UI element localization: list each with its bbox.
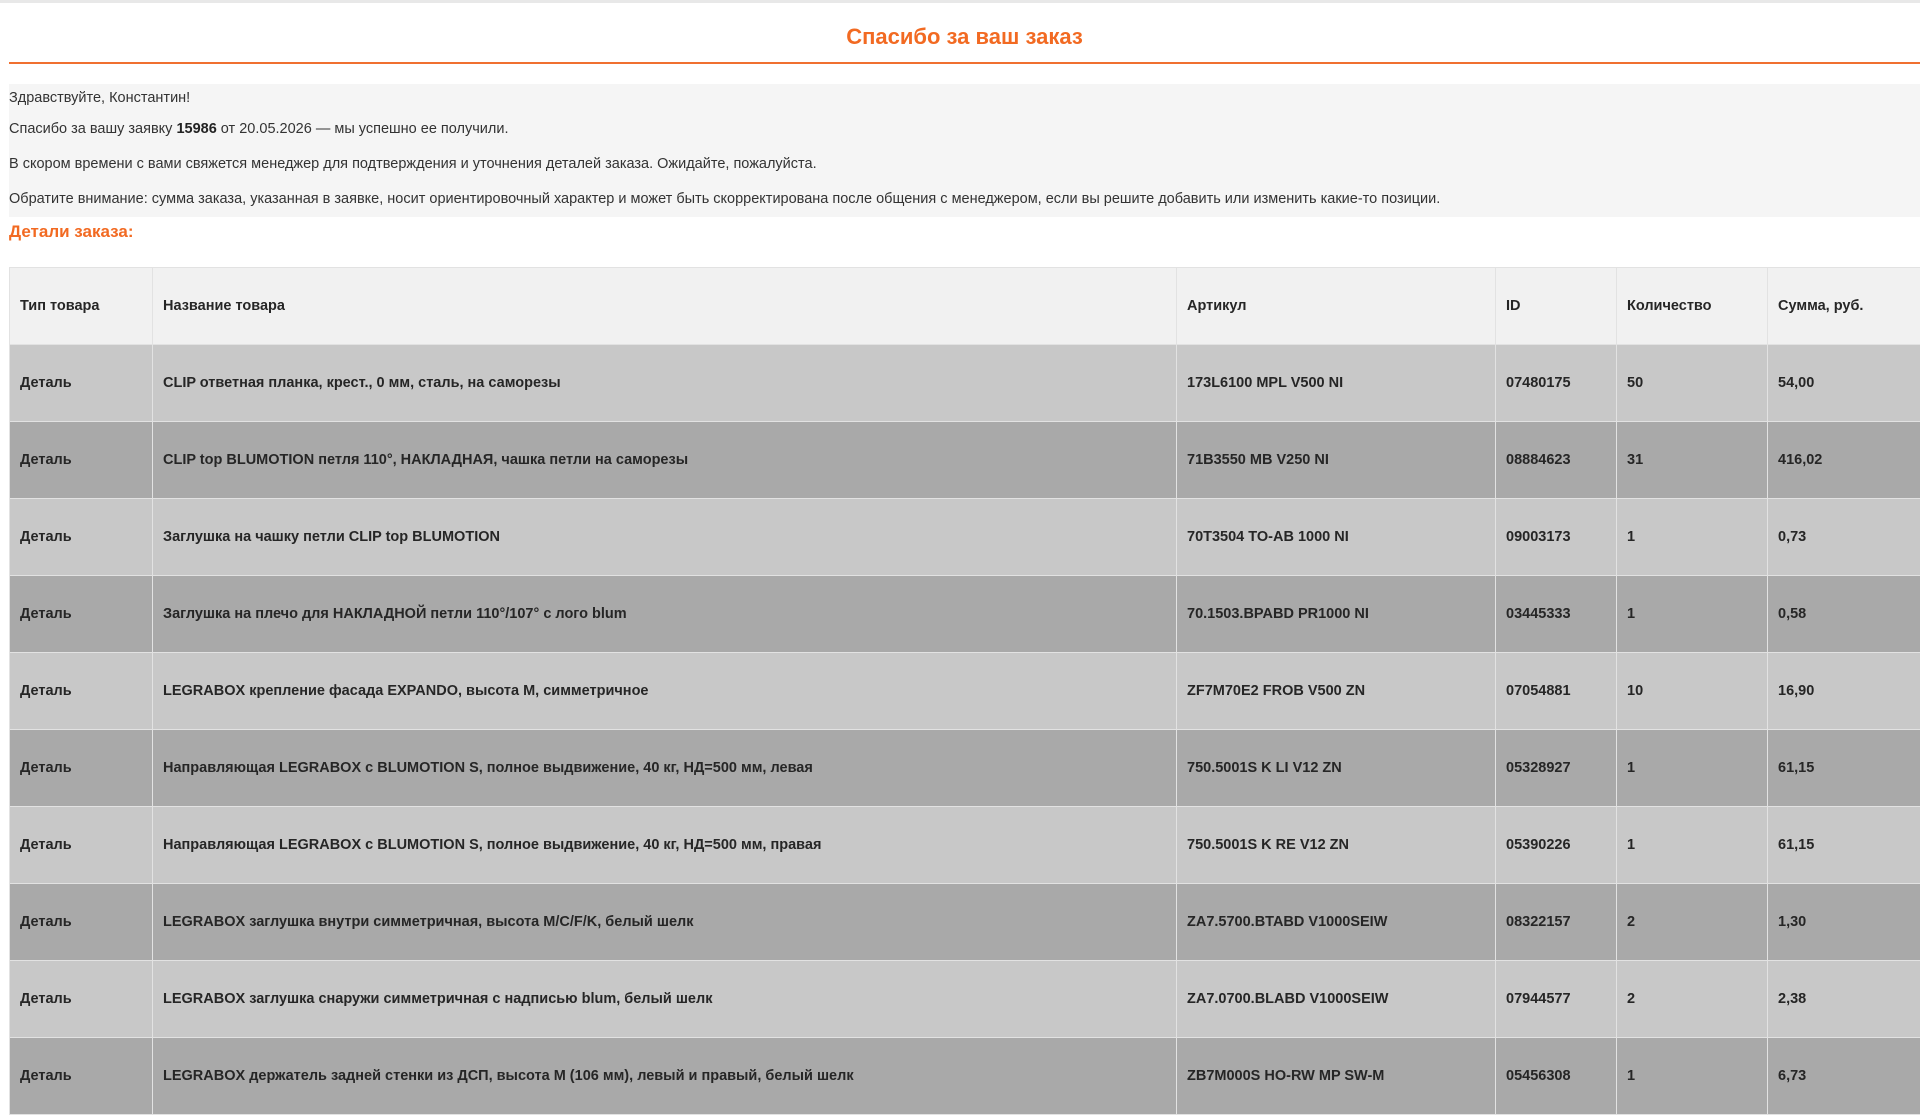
cell-article: ZB7M000S HO-RW MP SW-M xyxy=(1177,1038,1496,1115)
cell-name: CLIP ответная планка, крест., 0 мм, сталь, на саморезы xyxy=(153,345,1177,422)
email-page xyxy=(9,20,1920,1115)
cell-quantity: 1 xyxy=(1617,576,1768,653)
cell-sum: 6,73 xyxy=(1768,1038,1920,1115)
cell-type: Деталь xyxy=(10,653,153,730)
cell-quantity: 2 xyxy=(1617,961,1768,1038)
table-row xyxy=(10,576,1920,653)
cell-name: LEGRABOX заглушка внутри симметричная, высота M/C/F/K, белый шелк xyxy=(153,884,1177,961)
cell-sum: 61,15 xyxy=(1768,730,1920,807)
cell-quantity: 10 xyxy=(1617,653,1768,730)
cell-type: Деталь xyxy=(10,345,153,422)
table-header-row xyxy=(10,268,1920,345)
top-border xyxy=(0,0,1920,3)
cell-id: 07480175 xyxy=(1496,345,1617,422)
cell-type: Деталь xyxy=(10,730,153,807)
table-row xyxy=(10,961,1920,1038)
cell-article: 71B3550 MB V250 NI xyxy=(1177,422,1496,499)
column-header-quantity: Количество xyxy=(1617,268,1768,345)
table-row xyxy=(10,653,1920,730)
column-header-type: Тип товара xyxy=(10,268,153,345)
details-title: Детали заказа: xyxy=(9,217,1920,251)
cell-id: 05456308 xyxy=(1496,1038,1617,1115)
cell-sum: 2,38 xyxy=(1768,961,1920,1038)
cell-article: 70.1503.BPABD PR1000 NI xyxy=(1177,576,1496,653)
cell-id: 09003173 xyxy=(1496,499,1617,576)
disclaimer-note: Обратите внимание: сумма заказа, указанная в заявке, носит ориентировочный характер и может быть скорректирована после общения с менеджером, если вы решите добавить или изменить какие-то позиции. xyxy=(9,191,1441,207)
cell-quantity: 31 xyxy=(1617,422,1768,499)
order-confirmation-prefix: Спасибо за вашу заявку xyxy=(9,121,177,137)
cell-id: 05390226 xyxy=(1496,807,1617,884)
cell-id: 05328927 xyxy=(1496,730,1617,807)
table-row xyxy=(10,1038,1920,1115)
cell-quantity: 1 xyxy=(1617,807,1768,884)
table-row xyxy=(10,345,1920,422)
cell-article: 750.5001S K RE V12 ZN xyxy=(1177,807,1496,884)
cell-sum: 16,90 xyxy=(1768,653,1920,730)
page-title: Спасибо за ваш заказ xyxy=(9,20,1920,64)
cell-quantity: 1 xyxy=(1617,1038,1768,1115)
cell-name: Заглушка на плечо для НАКЛАДНОЙ петли 110°/107° с лого blum xyxy=(153,576,1177,653)
cell-name: Направляющая LEGRABOX с BLUMOTION S, полное выдвижение, 40 кг, НД=500 мм, левая xyxy=(153,730,1177,807)
table-row xyxy=(10,884,1920,961)
cell-name: LEGRABOX держатель задней стенки из ДСП, высота M (106 мм), левый и правый, белый шелк xyxy=(153,1038,1177,1115)
cell-type: Деталь xyxy=(10,576,153,653)
cell-quantity: 50 xyxy=(1617,345,1768,422)
cell-quantity: 1 xyxy=(1617,499,1768,576)
table-row xyxy=(10,499,1920,576)
cell-name: CLIP top BLUMOTION петля 110°, НАКЛАДНАЯ, чашка петли на саморезы xyxy=(153,422,1177,499)
intro-text xyxy=(9,84,1920,217)
cell-quantity: 2 xyxy=(1617,884,1768,961)
column-header-name: Название товара xyxy=(153,268,1177,345)
cell-sum: 61,15 xyxy=(1768,807,1920,884)
cell-article: 173L6100 MPL V500 NI xyxy=(1177,345,1496,422)
cell-sum: 1,30 xyxy=(1768,884,1920,961)
cell-id: 03445333 xyxy=(1496,576,1617,653)
greeting: Здравствуйте, Константин! xyxy=(9,90,191,106)
cell-id: 07054881 xyxy=(1496,653,1617,730)
cell-id: 08884623 xyxy=(1496,422,1617,499)
manager-note: В скором времени с вами свяжется менеджер для подтверждения и уточнения деталей заказа. Ожидайте, пожалуйста. xyxy=(9,156,817,172)
cell-sum: 0,58 xyxy=(1768,576,1920,653)
cell-sum: 416,02 xyxy=(1768,422,1920,499)
column-header-sum: Сумма, руб. xyxy=(1768,268,1920,345)
cell-article: ZA7.0700.BLABD V1000SEIW xyxy=(1177,961,1496,1038)
cell-id: 07944577 xyxy=(1496,961,1617,1038)
cell-article: ZA7.5700.BTABD V1000SEIW xyxy=(1177,884,1496,961)
cell-type: Деталь xyxy=(10,884,153,961)
cell-article: ZF7M70E2 FROB V500 ZN xyxy=(1177,653,1496,730)
column-header-article: Артикул xyxy=(1177,268,1496,345)
cell-type: Деталь xyxy=(10,499,153,576)
table-row xyxy=(10,730,1920,807)
order-number: 15986 xyxy=(176,121,217,137)
cell-name: LEGRABOX заглушка снаружи симметричная с надписью blum, белый шелк xyxy=(153,961,1177,1038)
order-confirmation xyxy=(9,112,1920,147)
cell-name: Заглушка на чашку петли CLIP top BLUMOTION xyxy=(153,499,1177,576)
cell-quantity: 1 xyxy=(1617,730,1768,807)
order-confirmation-suffix: от 20.05.2026 — мы успешно ее получили. xyxy=(216,121,509,137)
cell-sum: 0,73 xyxy=(1768,499,1920,576)
cell-type: Деталь xyxy=(10,807,153,884)
order-details-table xyxy=(9,267,1920,1115)
cell-name: LEGRABOX крепление фасада EXPANDO, высота M, симметричное xyxy=(153,653,1177,730)
order-details-table-wrap xyxy=(9,267,1920,1115)
table-row xyxy=(10,422,1920,499)
cell-article: 70T3504 TO-AB 1000 NI xyxy=(1177,499,1496,576)
cell-id: 08322157 xyxy=(1496,884,1617,961)
cell-type: Деталь xyxy=(10,422,153,499)
cell-type: Деталь xyxy=(10,1038,153,1115)
column-header-id: ID xyxy=(1496,268,1617,345)
cell-sum: 54,00 xyxy=(1768,345,1920,422)
cell-type: Деталь xyxy=(10,961,153,1038)
cell-name: Направляющая LEGRABOX с BLUMOTION S, полное выдвижение, 40 кг, НД=500 мм, правая xyxy=(153,807,1177,884)
cell-article: 750.5001S K LI V12 ZN xyxy=(1177,730,1496,807)
table-row xyxy=(10,807,1920,884)
